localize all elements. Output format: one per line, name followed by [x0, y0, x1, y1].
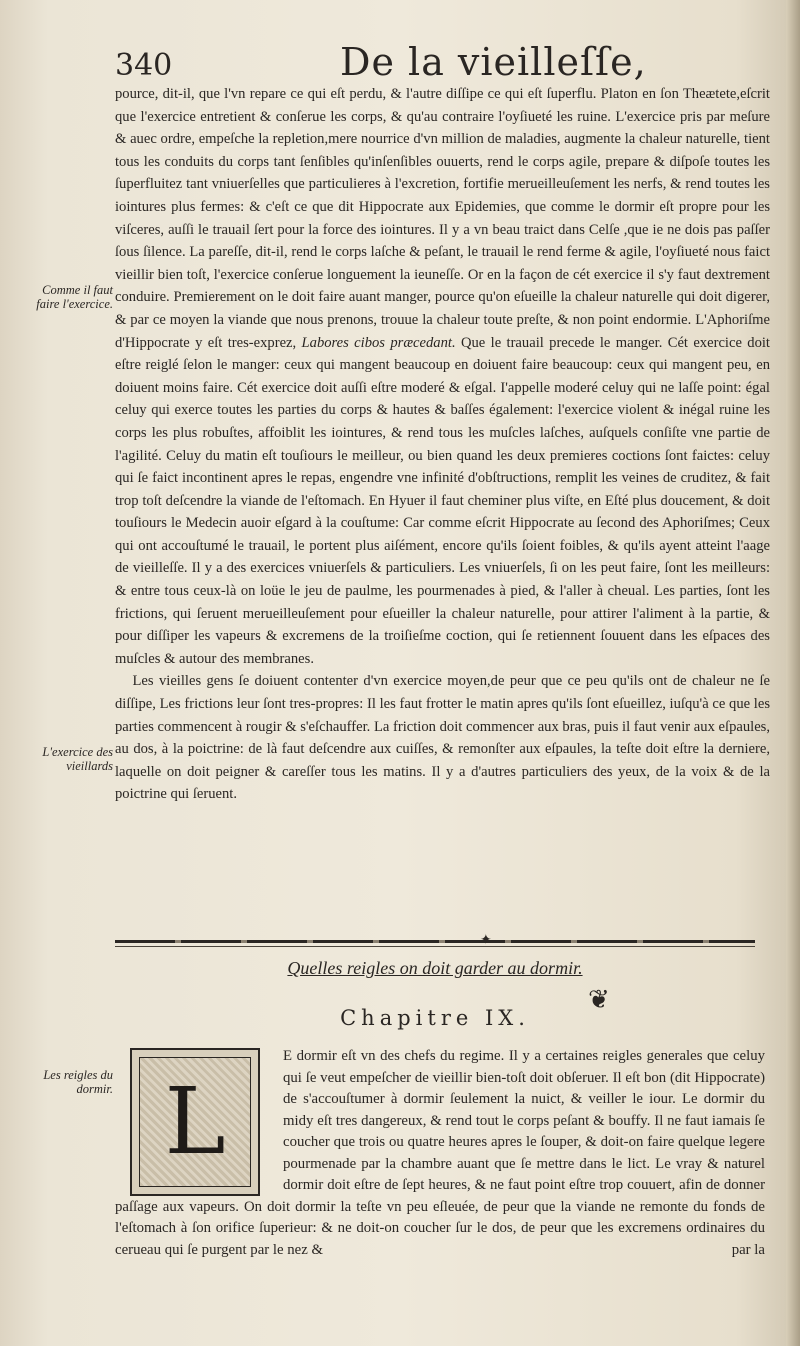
marginal-note-old-people: L'exercice des vieillards: [42, 745, 113, 773]
paragraph-text: Que le trauail precede le manger. Cét exercice doit eſtre reiglé ſelon le manger: ceux qui mangent beaucoup en doiuent faire beaucoup: ceux qui mangent peu, en doiuent moins faire. Cét exercice doit auſſi eſtre moderé & eſgal. I'appelle moderé celuy qui ne laſſe point: égal celuy qui exerce toutes les parties du corps & hautes & baſſes également: l'exercice violent & inégal ruine les corps les plus robuſtes, affoiblit les iointures, & rend tous les muſcles laſches, auſquels conſiſte vne partie de l'agilité. Celuy du matin eſt touſiours le meilleur, ou bien quand les deux premieres coctions ſont faictes: celuy qui ſe faict incontinent apres le repas, engendre vne infinité d'obſtructions, remplit les veines de cruditez, & fait trop toſt deſcendre la viande de l'eſtomach. En Hyuer il faut cheminer plus viſte, en Eſté plus doucement, & doit touſiours le Medecin auoir eſgard à la couſtume: Car comme eſcrit Hippocrate au ſecond des Aphoriſmes; Ceux qui ont accouſtumé le trauail, le portent plus aiſément, encore qu'ils ſoient foibles, & qu'ils ayent atteint l'aage de vieilleſſe. Il y a des exercices vniuerſels & particuliers. Les vniuerſels, ſi on les peut faire, ſont les meilleurs: & entre tous ceux-là on loüe le jeu de paulme, les pourmenades à pied, & l'aller à cheual. Les parties, ſont les frictions, qui ſeruent merueilleuſement pour eſueiller la chaleur naturelle, pour attirer l'aliment à la partie, & pour diſſiper les vapeurs & excremens de la troiſieſme coction, qui ſe retiennent ſouuent dans les eſpaces des muſcles & autour des membranes.: [115, 334, 770, 667]
chapter-text: [115, 1046, 765, 1261]
page-edge: [786, 0, 800, 1346]
section-title: Quelles reigles on doit garder au dormir.: [287, 958, 583, 978]
running-title: De la vieilleſſe,: [340, 40, 647, 84]
ornament-icon: ❦: [588, 985, 610, 1015]
marginal-note-exercise: Comme il faut faire l'exercice.: [36, 283, 113, 311]
paragraph-text: pource, dit-il, que l'vn repare ce qui eſt perdu, & l'autre diſſipe ce qui eſt ſuperflu. Platon en ſon Theætete,eſcrit que l'exercice entretient & conſerue les corps, & qu'au contraire l'oyſiueté les ruine. L'exercice pris par meſure & auec ordre, empeſche la repletion,mere nourrice d'vn million de maladies, augmente la chaleur naturelle, tient tous les conduits du corps tant ſenſibles qu'inſenſibles ouuerts, rend le corps agile, prepare & diſpoſe toutes les ſuperfluitez tant vniuerſelles que particulieres à l'excretion, fortifie merueilleuſement les nerfs, & rend toutes les iointures plus fermes: & c'eſt ce que dit Hippocrate aux Epidemies, que comme le dormir eſt propre pour les viſceres, auſſi le trauail ſert pour la force des iointures. Il y a vn beau traict dans Celſe ,que ie ne dois pas paſſer ſous ſilence. La pareſſe, dit-il, rend le corps laſche & peſant, le trauail le rend ferme & agile, l'oyſiueté nous faict vieillir bien toſt, l'exercice conſerue longuement la ieuneſſe. Or en la façon de cét exercice il s'y faut dextrement conduire. Premierement on le doit faire auant manger, pource qu'on eſueille la chaleur naturelle qui doit digerer, & par ce moyen la viande que nous prenons, trouue la chaleur toute preſte, & non point endormie. L'Aphoriſme d'Hippocrate y eſt tres-exprez,: [115, 86, 770, 351]
page-number: 340: [115, 48, 173, 83]
main-text: [115, 83, 770, 806]
dropcap-letter: L: [164, 1068, 226, 1175]
section-divider: [115, 940, 755, 943]
chapter-paragraph-text: E dormir eſt vn des chefs du regime. Il y a certaines reigles generales que celuy qui ſe veut empeſcher de vieillir bien-toſt doit obſeruer. Il eſt bon (dit Hippocrate) de s'accouſtumer à dormir ſeulement la nuict, & veiller le iour. Le dormir du midy eſt tres dangereux, & rend tout le corps peſant & bouffy. Il ne faut iamais ſe coucher que trois ou quatre heures apres le ſouper, & doit-on faire quelque legere pourmenade par la chambre auant que ſe mettre dans le lict. Le vray & naturel dormir doit eſtre de ſept heures, & ne faut point eſtre trop couuert, afin de donner paſſage aux vapeurs. On doit dormir la teſte vn peu eſleuée, de peur que la viande ne remonte du fonds de l'eſtomach à ſon orifice ſuperieur: & ne doit-on coucher ſur le dos, de peur que les excremens ordinaires du cerueau qui ſe purgent par le nez &: [115, 1048, 765, 1258]
latin-quote: Labores cibos præcedant.: [301, 334, 456, 351]
section-divider-line: [115, 946, 755, 947]
catchword: par la: [731, 1241, 765, 1258]
dropcap-space: [115, 1046, 283, 1196]
paragraph: Les vieilles gens ſe doiuent contenter d'vn exercice moyen,de peur que ce peu qu'ils ont de chaleur ne ſe diſſipe, Les frictions leur ſont tres-propres: Il les faut frotter le matin apres qu'ils ſont eſueillez, iuſqu'à ce que les parties commencent à rougir & s'eſchauffer. La friction doit commencer aux bras, puis il faut venir aux eſpaules, au dos, à la poictrine: de là faut deſcendre aux cuiſſes, & remonſter aux eſpaules, la teſte doit eſtre la derniere, laquelle on doit peigner & careſſer tous les matins. Il y a d'autres particuliers des yeux, de la voix & de la poictrine qui ſeruent.: [115, 673, 770, 803]
marginal-note-sleep: Les reigles du dormir.: [43, 1068, 113, 1096]
chapter-heading: Chapitre IX.: [340, 1006, 530, 1030]
fleuron-icon: ✦: [480, 932, 492, 948]
paragraph: [115, 83, 770, 670]
